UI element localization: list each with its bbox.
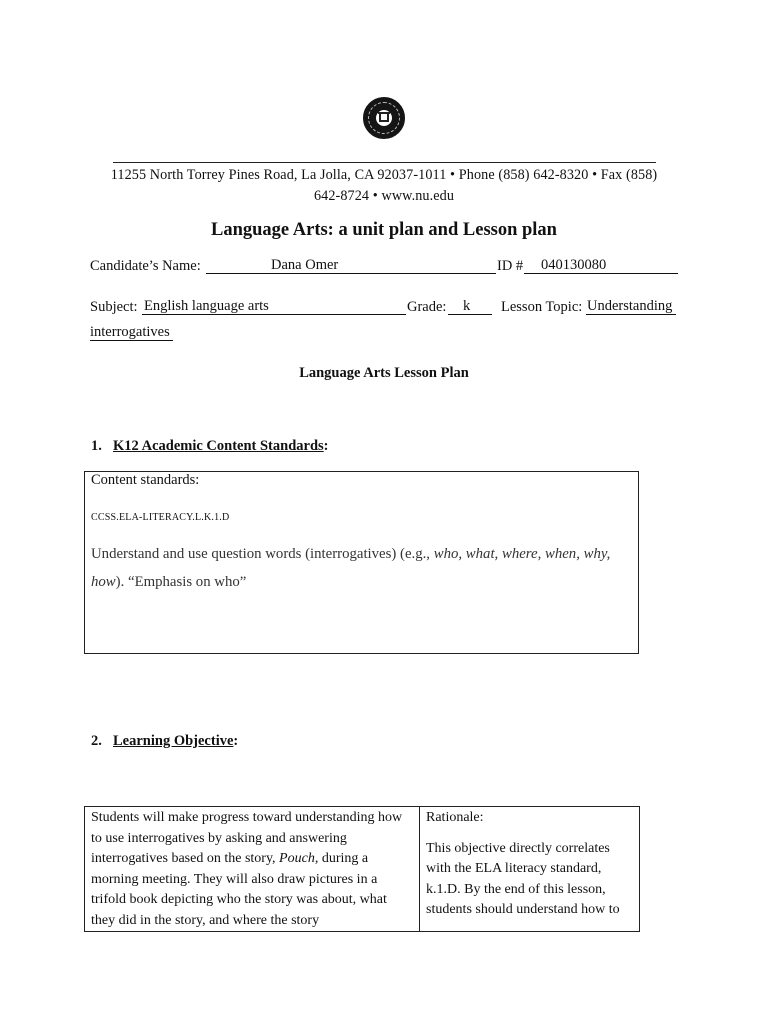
subject-field — [142, 299, 406, 315]
candidate-label: Candidate’s Name: — [90, 258, 201, 274]
section-1-number: 1. — [91, 438, 102, 454]
subject-label: Subject: — [90, 299, 138, 315]
standard-code: CCSS.ELA-LITERACY.L.K.1.D — [91, 512, 230, 523]
grade-label: Grade: — [407, 299, 447, 315]
address-line-2: 642-8724 • www.nu.edu — [313, 188, 455, 204]
objective-text-suffix: during a morning meeting. They will also draw pictures in a trifold book depicting who the story was about, what they did in the story, and where the story — [91, 851, 387, 928]
id-field — [524, 258, 678, 274]
address-line-1: 11255 North Torrey Pines Road, La Jolla, CA 92037-1011 • Phone (858) 642-8320 • Fax (858) — [110, 167, 658, 183]
objective-text-prefix: Students will make progress toward understanding how to use interrogatives by asking and answering interrogatives based on the story, — [91, 810, 403, 866]
lesson-topic-value-2: interrogatives — [90, 324, 170, 340]
section-2-heading — [91, 733, 238, 750]
section-2-colon: : — [233, 733, 239, 749]
standard-text-italic: who, what, where, when, why, how — [91, 546, 611, 590]
standard-text-prefix: Understand and use question words (interrogatives) (e.g., — [91, 546, 434, 562]
lesson-topic-label: Lesson Topic: — [501, 299, 583, 315]
page-title: Language Arts: a unit plan and Lesson plan — [211, 220, 557, 240]
address-block — [90, 165, 678, 207]
candidate-name-field — [206, 258, 496, 274]
objective-cell — [85, 807, 420, 932]
lesson-topic-value-1: Understanding — [587, 298, 673, 314]
section-2-title: Learning Objective — [113, 733, 234, 749]
id-label: ID # — [497, 258, 524, 274]
section-2-number: 2. — [91, 733, 102, 749]
section-1-heading — [91, 438, 329, 455]
grade-field — [448, 299, 492, 315]
lesson-topic-field-2 — [90, 325, 173, 341]
standard-text-suffix: ). “Emphasis on who” — [115, 574, 247, 590]
rationale-text: This objective directly correlates with the ELA literacy standard, k.1.D. By the end of this lesson, students should understand how to — [426, 840, 620, 917]
objective-text-italic: Pouch, — [279, 851, 319, 866]
section-1-title: K12 Academic Content Standards — [113, 438, 324, 454]
section-1-colon: : — [323, 438, 329, 454]
candidate-name-value: Dana Omer — [271, 257, 339, 273]
content-standards-box — [84, 471, 639, 654]
subject-value: English language arts — [144, 298, 269, 314]
standard-description — [91, 540, 631, 596]
rationale-label: Rationale: — [426, 810, 484, 825]
header-divider — [113, 162, 656, 163]
lesson-plan-heading: Language Arts Lesson Plan — [299, 365, 469, 381]
rationale-cell — [420, 807, 640, 932]
learning-objective-table — [84, 806, 640, 932]
content-standards-label: Content standards: — [91, 472, 200, 488]
grade-value: k — [463, 298, 471, 314]
lesson-topic-field — [586, 299, 676, 315]
table-row — [85, 807, 640, 932]
university-seal-icon — [363, 97, 405, 139]
id-value: 040130080 — [541, 257, 607, 273]
